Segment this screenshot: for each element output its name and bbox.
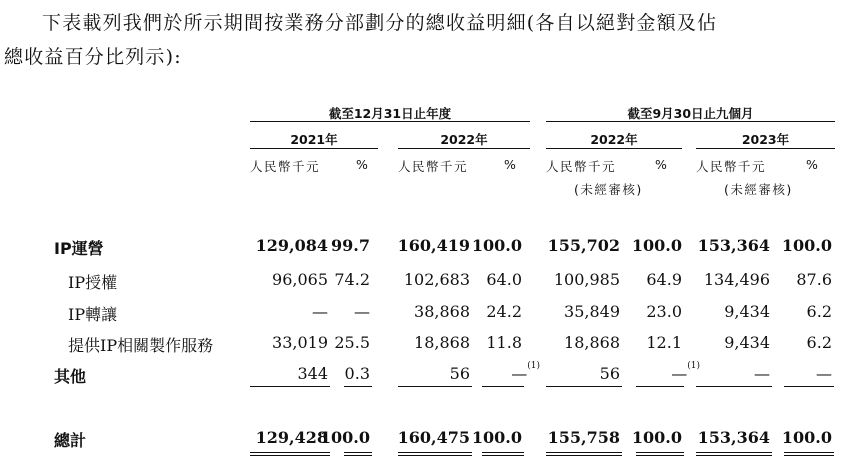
group-header: 截至9月30日止九個月	[627, 106, 754, 121]
subtotal-rule	[784, 386, 834, 387]
total-rule-top	[250, 452, 330, 453]
total-rule-bottom	[344, 455, 372, 456]
row-label: 提供IP相關製作服務	[68, 336, 214, 355]
table-cell: 35,849	[564, 302, 620, 321]
unit-label: 人民幣千元	[398, 159, 469, 174]
unit-label: 人民幣千元	[696, 159, 767, 174]
table-cell: 24.2	[486, 302, 522, 321]
table-cell: 129,428	[255, 428, 328, 447]
table-cell: —	[312, 302, 328, 321]
subtotal-rule	[636, 386, 684, 387]
table-cell: —	[754, 364, 770, 383]
table-cell: 6.2	[806, 302, 832, 321]
table-cell: 100.0	[631, 428, 682, 447]
footnote-mark: (1)	[687, 361, 700, 371]
total-rule-bottom	[784, 455, 834, 456]
unaudited-label: (未經審核)	[724, 182, 793, 197]
table-cell: 100.0	[471, 236, 522, 255]
table-cell: 100.0	[781, 428, 832, 447]
total-rule-top	[636, 452, 684, 453]
year-header-rule	[696, 148, 835, 149]
table-cell: —	[354, 302, 370, 321]
total-rule-bottom	[250, 455, 330, 456]
footnote-mark: (1)	[527, 361, 540, 371]
table-cell: 134,496	[703, 270, 770, 289]
group-header-rule	[546, 121, 835, 122]
total-rule-bottom	[482, 455, 524, 456]
intro-paragraph	[4, 6, 862, 74]
table-cell: 6.2	[806, 333, 832, 352]
row-label: IP轉讓	[68, 305, 118, 324]
year-header: 2022年	[590, 132, 638, 147]
table-cell: 100.0	[631, 236, 682, 255]
table-cell: 100.0	[319, 428, 370, 447]
subtotal-rule	[696, 386, 772, 387]
table-cell: 64.9	[646, 270, 682, 289]
table-cell: 74.2	[334, 270, 370, 289]
table-cell: 155,758	[547, 428, 620, 447]
intro-line-1: 下表載列我們於所示期間按業務分部劃分的總收益明細(各自以絕對金額及佔	[42, 12, 718, 34]
percent-label: %	[356, 157, 370, 172]
year-header: 2023年	[741, 132, 790, 147]
table-cell: 9,434	[724, 302, 770, 321]
table-cell: 160,419	[397, 236, 470, 255]
table-cell: —$^{(1)}$	[511, 361, 540, 383]
subtotal-rule	[250, 386, 330, 387]
table-cell: 344	[297, 364, 328, 383]
group-header-rule	[250, 121, 530, 122]
unaudited-label: (未經審核)	[574, 182, 643, 197]
total-rule-bottom	[636, 455, 684, 456]
total-rule-bottom	[546, 455, 622, 456]
table-cell: 153,364	[697, 428, 770, 447]
table-cell: 18,868	[414, 333, 470, 352]
group-header: 截至12月31日止年度	[328, 106, 452, 121]
table-cell: 18,868	[564, 333, 620, 352]
year-header-rule	[546, 148, 682, 149]
table-cell: 56	[599, 364, 620, 383]
percent-label: %	[504, 157, 518, 172]
year-header-rule	[398, 148, 530, 149]
total-rule-top	[482, 452, 524, 453]
table-cell: 99.7	[331, 236, 370, 255]
table-cell: 100.0	[781, 236, 832, 255]
table-cell: 102,683	[403, 270, 470, 289]
table-cell: 160,475	[397, 428, 470, 447]
subtotal-rule	[398, 386, 472, 387]
table-cell: 153,364	[697, 236, 770, 255]
total-rule-top	[398, 452, 472, 453]
table-cell: 0.3	[344, 364, 370, 383]
year-header: 2022年	[440, 132, 488, 147]
percent-label: %	[806, 157, 820, 172]
table-cell: 33,019	[272, 333, 328, 352]
table-cell: 100.0	[471, 428, 522, 447]
table-cell: 155,702	[547, 236, 620, 255]
table-cell: 9,434	[724, 333, 770, 352]
row-label: IP授權	[68, 273, 118, 292]
table-cell: 23.0	[646, 302, 682, 321]
table-cell: 25.5	[334, 333, 370, 352]
subtotal-rule	[546, 386, 622, 387]
row-label: IP運營	[54, 239, 104, 258]
total-rule-top	[784, 452, 834, 453]
total-rule-top	[344, 452, 372, 453]
intro-line-2: 總收益百分比列示):	[4, 46, 182, 68]
total-rule-top	[696, 452, 772, 453]
table-cell: 64.0	[486, 270, 522, 289]
subtotal-rule	[344, 386, 372, 387]
year-header: 2021年	[290, 132, 338, 147]
unit-label: 人民幣千元	[546, 159, 617, 174]
table-cell: 11.8	[486, 333, 522, 352]
table-cell: 56	[449, 364, 470, 383]
table-cell: 87.6	[796, 270, 832, 289]
percent-label: %	[655, 157, 669, 172]
total-rule-top	[546, 452, 622, 453]
table-cell: 129,084	[255, 236, 328, 255]
unit-label: 人民幣千元	[250, 159, 321, 174]
total-rule-bottom	[398, 455, 472, 456]
table-cell: 96,065	[272, 270, 328, 289]
subtotal-rule	[482, 386, 524, 387]
year-header-rule	[250, 148, 378, 149]
table-cell: —$^{(1)}$	[671, 361, 700, 383]
row-label: 其他	[54, 367, 87, 386]
table-cell: —	[816, 364, 832, 383]
table-cell: 100,985	[553, 270, 620, 289]
row-label: 總計	[54, 431, 87, 450]
table-cell: 38,868	[414, 302, 470, 321]
total-rule-bottom	[696, 455, 772, 456]
table-cell: 12.1	[646, 333, 682, 352]
